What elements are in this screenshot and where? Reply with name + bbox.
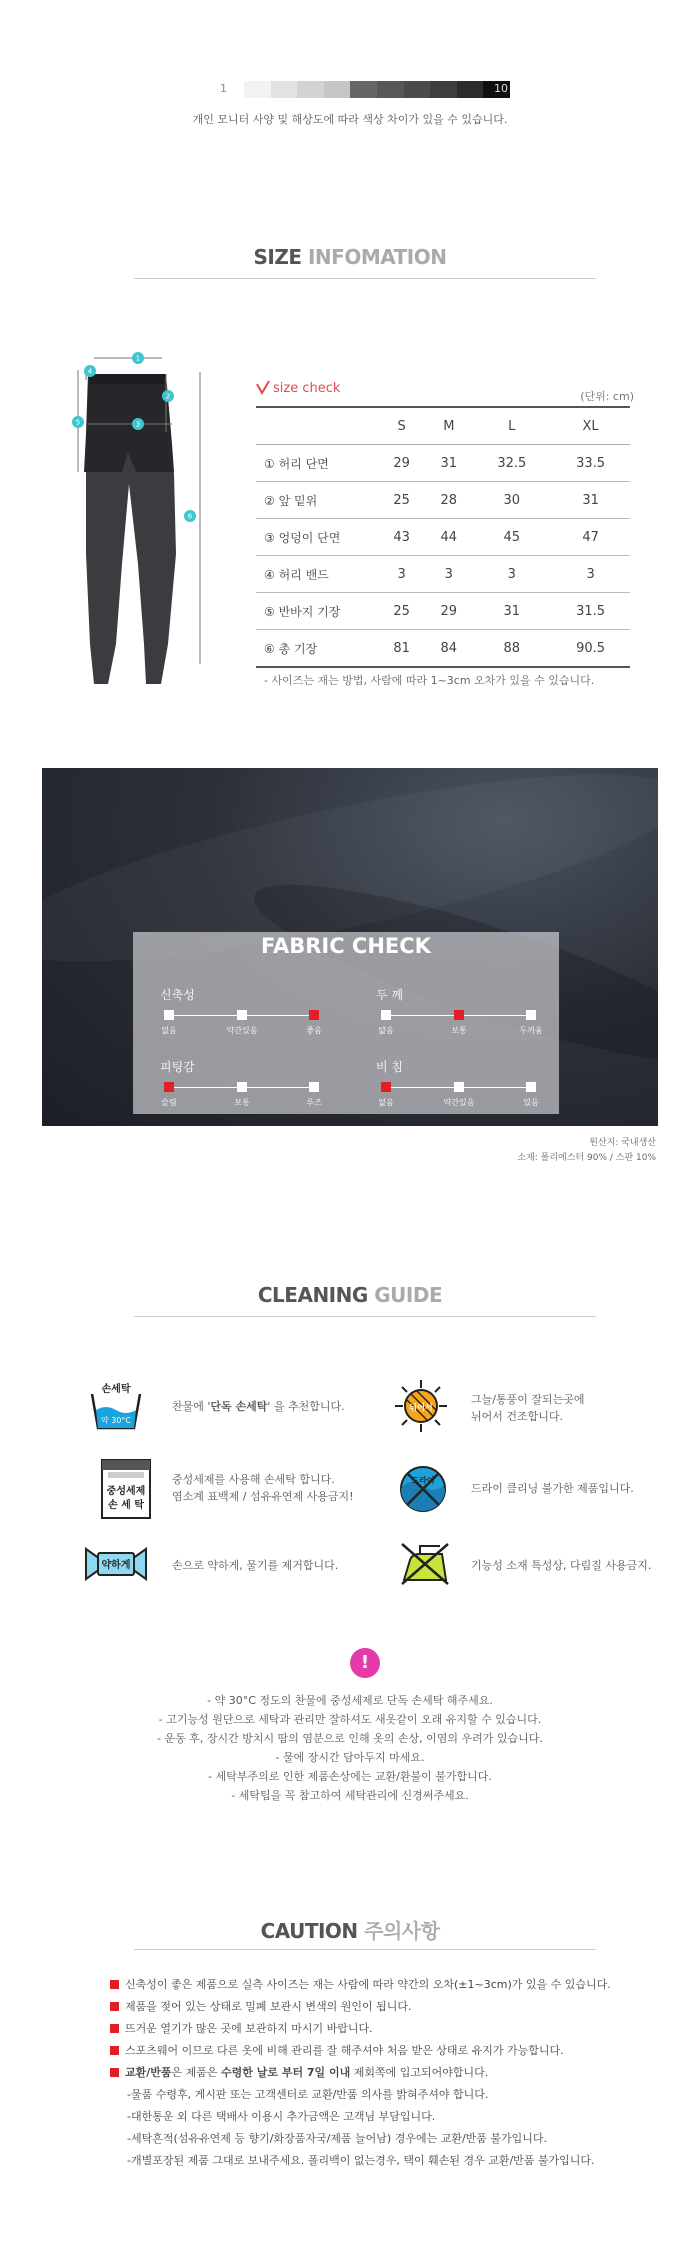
cleaning-text: 염소계 표백제 / 섬유유연제 사용금지! (172, 1490, 354, 1503)
table-cell: 90.5 (551, 630, 630, 668)
shade-dry-icon (393, 1378, 449, 1434)
row-label: ⑤ 반바지 기장 (256, 593, 378, 630)
fabric-option-label: 두꺼움 (519, 1026, 543, 1035)
cleaning-notice: - 운동 후, 장시간 방치시 땀의 염분으로 인해 옷의 손상, 이염의 우려가 있습니다. (157, 1732, 543, 1745)
caution-subitem: -물품 수령후, 게시판 또는 고객센터로 교환/반품 의사를 밝혀주셔야 합니다. (127, 2088, 489, 2101)
cleaning-notice: - 고기능성 원단으로 세탁과 관리만 잘하셔도 새옷같이 오래 유지할 수 있습니다. (158, 1713, 542, 1726)
caution-item (110, 1998, 412, 2014)
cleaning-text: 중성세제를 사용해 손세탁 합니다. (172, 1473, 335, 1486)
measure-marker: 1 (135, 354, 141, 363)
size-table (256, 406, 630, 668)
fabric-option-marker (309, 1082, 319, 1092)
origin-label: 원산지: 국내생산 (589, 1138, 656, 1148)
table-row (256, 630, 630, 668)
caution-item (110, 2042, 564, 2058)
table-cell: 25 (378, 593, 425, 630)
table-cell: 3 (551, 556, 630, 593)
hand-wash-icon (88, 1382, 144, 1432)
detergent-top-label: 중성세제 (106, 1486, 146, 1497)
caution-text: 뜨거운 열기가 많은 곳에 보관하지 마시기 바랍니다. (125, 2022, 373, 2035)
section-divider (134, 1316, 596, 1317)
check-mark-icon (256, 380, 270, 396)
table-cell: 31 (472, 593, 551, 630)
table-cell: 88 (472, 630, 551, 668)
fabric-option-marker (237, 1082, 247, 1092)
column-header (256, 407, 378, 445)
caution-text: 신축성이 좋은 제품으로 실측 사이즈는 재는 사람에 따라 약간의 오차(±1~3cm)가 있을 수 있습니다. (125, 1978, 611, 1991)
hand-wash-temp: 약 30°C (100, 1416, 132, 1425)
exchange-text: 은 제품은 (171, 2066, 222, 2079)
no-dry-clean-label: 드라이 (411, 1476, 435, 1485)
table-row (256, 519, 630, 556)
red-square-bullet (110, 2046, 119, 2055)
table-cell: 32.5 (472, 445, 551, 482)
caution-text: 제품을 젖어 있는 상태로 밀폐 보관시 변색의 원인이 됩니다. (125, 2000, 412, 2013)
material-label: 소재: 폴리에스터 90% / 스판 10% (517, 1153, 656, 1163)
hand-wash-icon-label: 손세탁 (101, 1384, 131, 1395)
caution-item (110, 1976, 611, 1992)
fabric-option-marker (454, 1082, 464, 1092)
exchange-bold: 수령한 날로 부터 7일 이내 (221, 2066, 351, 2079)
cleaning-text (172, 1398, 345, 1415)
no-dry-clean-icon (398, 1464, 448, 1514)
caution-text: 스포츠웨어 이므로 다른 옷에 비해 관리를 잘 해주셔야 처음 받은 상태로 유지가 가능합니다. (125, 2044, 564, 2057)
cleaning-notice: - 물에 장시간 담아두지 마세요. (275, 1751, 425, 1764)
cleaning-notice: - 세탁부주의로 인한 제품손상에는 교환/환불이 불가합니다. (208, 1770, 492, 1783)
row-label: ⑥ 총 기장 (256, 630, 378, 668)
neutral-detergent-icon (100, 1458, 152, 1520)
fabric-option-label: 없음 (161, 1026, 177, 1035)
caution-item (110, 2020, 373, 2036)
title-light: GUIDE (374, 1283, 443, 1307)
shade-swatch (404, 81, 431, 98)
table-cell: 3 (425, 556, 472, 593)
shade-swatch (297, 81, 324, 98)
table-cell: 47 (551, 519, 630, 556)
table-header-row (256, 407, 630, 445)
fabric-option-label: 보통 (234, 1098, 250, 1107)
shade-swatch (377, 81, 404, 98)
color-scale-bar (244, 81, 510, 98)
row-label: ② 앞 밑위 (256, 482, 378, 519)
exchange-text: 제회쪽에 입고되어야합니다. (350, 2066, 489, 2079)
size-note: - 사이즈는 재는 방법, 사람에 따라 1~3cm 오차가 있을 수 있습니다. (264, 674, 595, 687)
garment-measure-illustration (64, 344, 214, 694)
shade-swatch (324, 81, 351, 98)
monitor-note: 개인 모니터 사양 및 해상도에 따라 색상 차이가 있을 수 있습니다. (192, 113, 508, 126)
cleaning-text: 뉘어서 건조합니다. (471, 1410, 564, 1423)
fabric-option-label: 루즈 (306, 1098, 322, 1107)
fabric-option-label: 약간있음 (443, 1098, 475, 1107)
column-header: XL (551, 407, 630, 445)
cleaning-section-title (0, 1283, 700, 1307)
table-cell: 29 (378, 445, 425, 482)
table-cell: 31 (425, 445, 472, 482)
shade-swatch (244, 81, 271, 98)
table-row (256, 445, 630, 482)
caution-subitem: -개별포장된 제품 그대로 보내주세요. 폴리백이 없는경우, 택이 훼손된 경우 교환/반품 불가입니다. (127, 2154, 595, 2167)
exchange-bold: 교환/반품 (125, 2066, 172, 2079)
fabric-option-marker (164, 1010, 174, 1020)
table-cell: 31.5 (551, 593, 630, 630)
fabric-option-label: 얇음 (378, 1026, 394, 1035)
measure-marker: 2 (165, 392, 171, 401)
table-cell: 43 (378, 519, 425, 556)
fabric-option-marker (381, 1010, 391, 1020)
title-dark: SIZE (253, 245, 302, 269)
exclamation-icon: ! (350, 1648, 380, 1678)
cleaning-text: 드라이 클리닝 불가한 제품입니다. (471, 1482, 634, 1495)
section-divider (134, 278, 596, 279)
column-header: M (425, 407, 472, 445)
cleaning-text: 손으로 약하게, 물기를 제거합니다. (172, 1559, 339, 1572)
gentle-wring-icon (84, 1545, 148, 1583)
table-row (256, 482, 630, 519)
gentle-label: 약하게 (101, 1560, 131, 1571)
red-square-bullet (110, 2002, 119, 2011)
detergent-bottom-label: 손 세 탁 (108, 1500, 144, 1511)
caution-section-title (0, 1915, 700, 1944)
column-header: S (378, 407, 425, 445)
fabric-option-marker-selected (454, 1010, 464, 1020)
color-scale-start: 1 (220, 82, 227, 95)
fabric-group-label: 비 침 (376, 1060, 403, 1074)
text-bold: 단독 손세탁 (210, 1400, 268, 1413)
table-cell: 3 (472, 556, 551, 593)
measure-marker: 6 (187, 512, 193, 521)
fabric-option-marker-selected (164, 1082, 174, 1092)
shade-swatch (271, 81, 298, 98)
title-dark: CLEANING (257, 1283, 368, 1307)
measure-marker: 3 (135, 420, 141, 429)
red-square-bullet (110, 2068, 119, 2077)
red-square-bullet (110, 2024, 119, 2033)
text-part: ' 을 추천합니다. (267, 1400, 345, 1413)
unit-label: (단위: cm) (580, 390, 634, 403)
table-cell: 25 (378, 482, 425, 519)
title-light: 주의사항 (364, 1919, 440, 1943)
caution-subitem: -세탁흔적(섬유유연제 등 향기/화장품자국/제품 늘어남) 경우에는 교환/반품 불가입니다. (127, 2132, 548, 2145)
size-section-title (0, 245, 700, 269)
table-cell: 44 (425, 519, 472, 556)
text-part: 찬물에 ' (172, 1400, 211, 1413)
no-iron-icon (396, 1540, 452, 1588)
fabric-group-label: 신축성 (160, 988, 195, 1002)
table-cell: 31 (551, 482, 630, 519)
table-cell: 30 (472, 482, 551, 519)
fabric-option-marker (526, 1010, 536, 1020)
caution-subitem: -대한통운 외 다른 택배사 이용시 추가금액은 고객님 부담입니다. (127, 2110, 436, 2123)
cleaning-text: 기능성 소재 특성상, 다림질 사용금지. (471, 1559, 652, 1572)
fabric-option-marker-selected (309, 1010, 319, 1020)
table-cell: 84 (425, 630, 472, 668)
title-light: INFOMATION (307, 245, 447, 269)
section-divider (134, 1949, 596, 1950)
fabric-option-label: 보통 (451, 1026, 467, 1035)
shade-dry-label: 뉘어서 (409, 1403, 433, 1412)
column-header: L (472, 407, 551, 445)
fabric-check-title: FABRIC CHECK (261, 934, 431, 958)
table-cell: 33.5 (551, 445, 630, 482)
caution-item-exchange (110, 2064, 488, 2080)
row-label: ③ 엉덩이 단면 (256, 519, 378, 556)
table-cell: 3 (378, 556, 425, 593)
table-row (256, 593, 630, 630)
cleaning-notice: - 세탁팁을 꼭 참고하여 세탁관리에 신경써주세요. (231, 1789, 469, 1802)
measure-marker: 4 (87, 367, 93, 376)
red-square-bullet (110, 1980, 119, 1989)
measure-marker: 5 (75, 418, 81, 427)
row-label: ① 허리 단면 (256, 445, 378, 482)
shade-swatch (457, 81, 484, 98)
shade-swatch (350, 81, 377, 98)
fabric-group-label: 두 께 (376, 988, 403, 1002)
fabric-option-label: 슬림 (161, 1098, 177, 1107)
table-cell: 29 (425, 593, 472, 630)
fabric-option-marker (526, 1082, 536, 1092)
fabric-option-label: 없음 (378, 1098, 394, 1107)
table-cell: 45 (472, 519, 551, 556)
fabric-group-label: 피팅감 (160, 1060, 195, 1074)
row-label: ④ 허리 밴드 (256, 556, 378, 593)
table-row (256, 556, 630, 593)
table-cell: 28 (425, 482, 472, 519)
title-dark: CAUTION (260, 1919, 358, 1943)
cleaning-notice: - 약 30°C 정도의 찬물에 중성세제로 단독 손세탁 해주세요. (207, 1694, 493, 1707)
fabric-option-marker-selected (381, 1082, 391, 1092)
fabric-option-label: 있음 (523, 1098, 539, 1107)
fabric-option-label: 좋음 (306, 1026, 322, 1035)
cleaning-text: 그늘/통풍이 잘되는곳에 (471, 1393, 585, 1406)
fabric-option-marker (237, 1010, 247, 1020)
shade-swatch (430, 81, 457, 98)
color-scale-end: 10 (494, 82, 508, 95)
size-check-label: size check (273, 381, 341, 396)
fabric-option-label: 약간있음 (226, 1026, 258, 1035)
table-cell: 81 (378, 630, 425, 668)
